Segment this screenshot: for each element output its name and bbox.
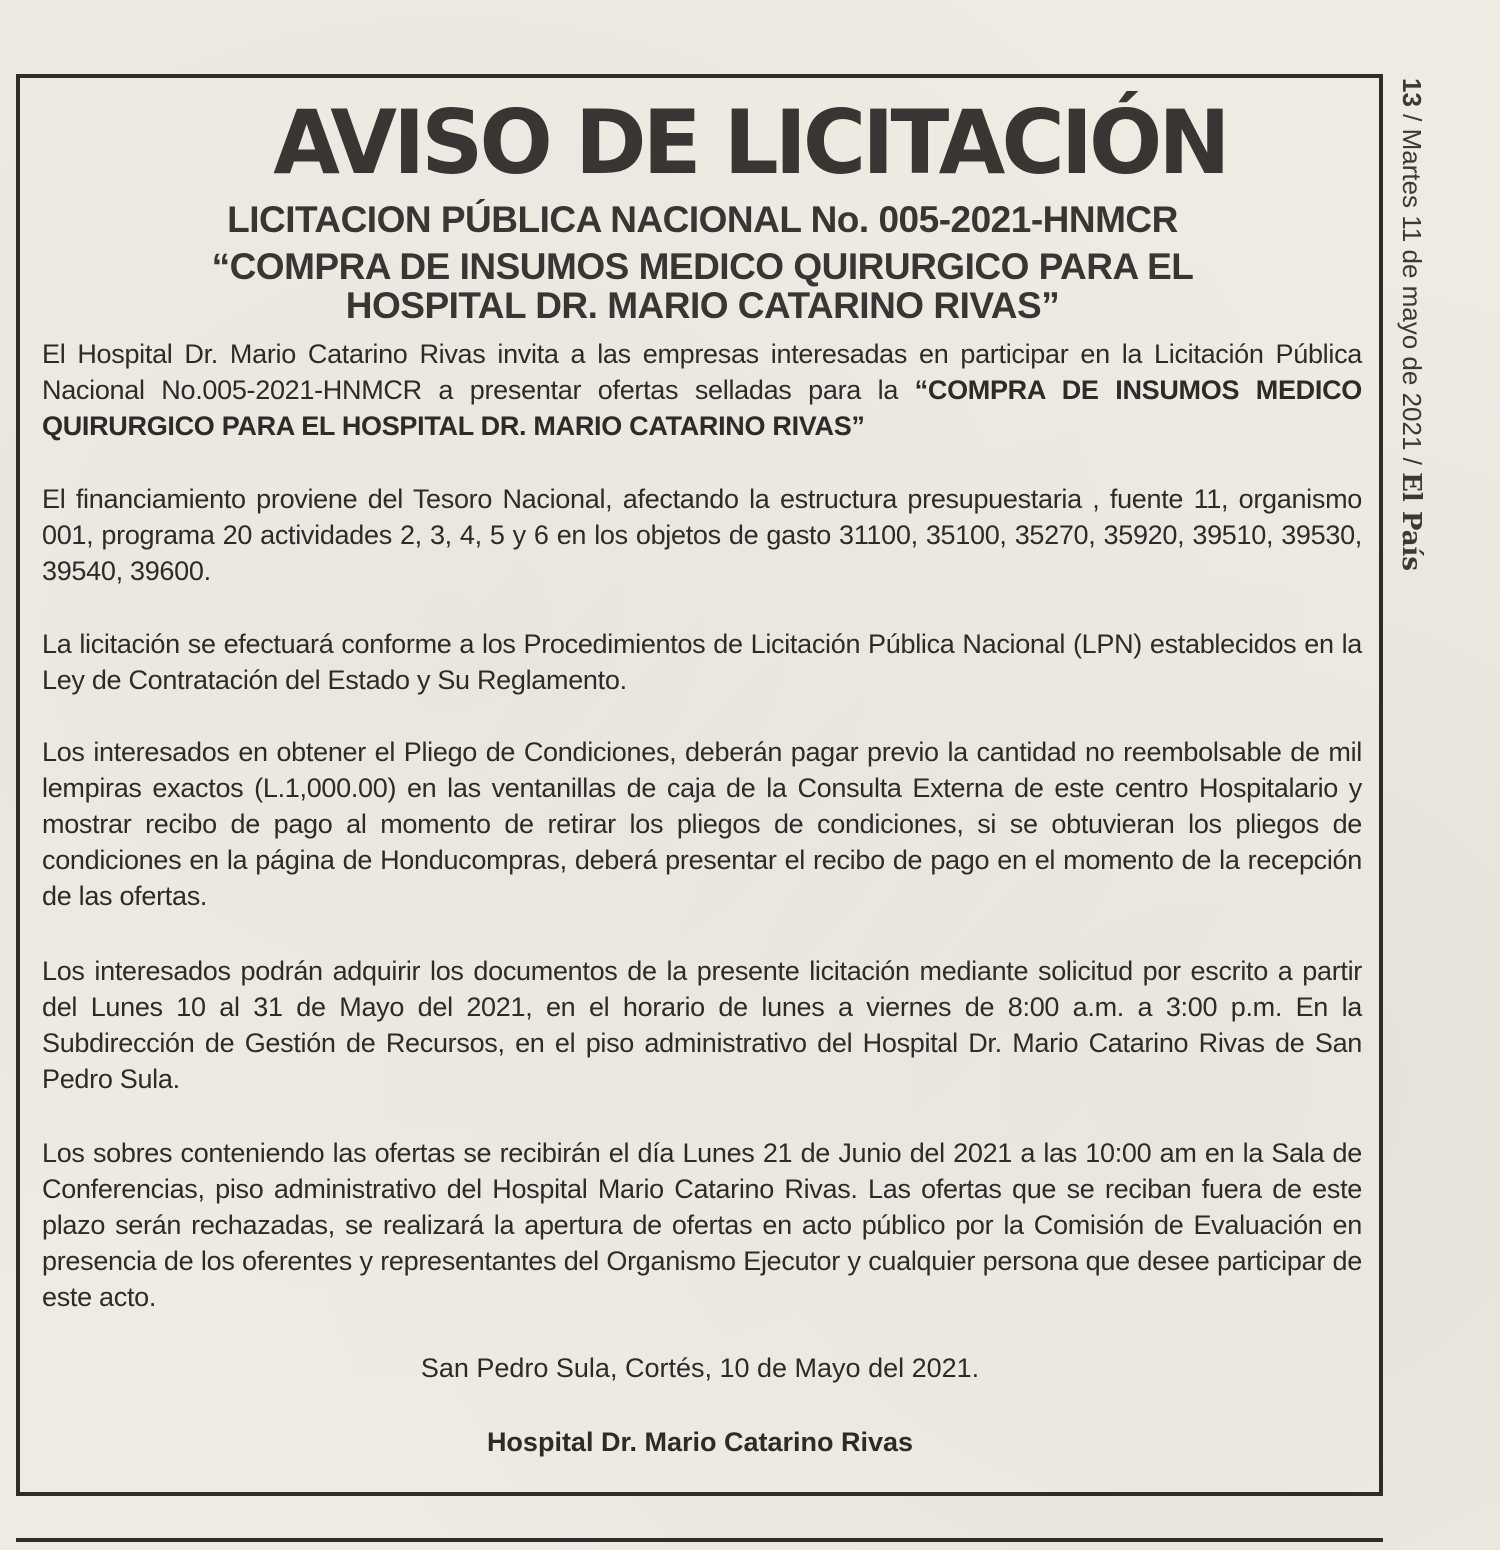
newspaper-name: El País xyxy=(1396,472,1426,572)
notice-title: AVISO DE LICITACIÓN xyxy=(273,91,1227,194)
header-separator-2: / xyxy=(1397,450,1427,473)
tender-number: LICITACION PÚBLICA NACIONAL No. 005-2021-HNMCR xyxy=(227,199,1178,240)
paragraph-bidding-documents-payment: Los interesados en obtener el Pliego de Condiciones, deberán pagar previo la cantidad no reembolsable de mil lempiras exactos (L.1,000.00) en las ventanillas de caja de la Consulta Externa de este centro Hospitalario y mostrar recibo de pago al momento de retirar los pliegos de condiciones, si se obtuvieran los pliegos de condiciones en la página de Honducompras, deberá presentar el recibo de pago en el momento de la recepción de las ofertas. xyxy=(42,737,1362,911)
issue-date: Martes 11 de mayo de 2021 xyxy=(1397,128,1427,451)
tender-name-line-1: “COMPRA DE INSUMOS MEDICO QUIRURGICO PARA EL xyxy=(211,246,1194,287)
header-separator: / xyxy=(1397,106,1427,129)
paragraph-bid-reception: Los sobres conteniendo las ofertas se recibirán el día Lunes 21 de Junio del 2021 a las 10:00 am en la Sala de Conferencias, piso administrativo del Hospital Mario Catarino Rivas. Las ofertas que se reciban fuera de este plazo serán rechazadas, se realizará la apertura de ofertas en acto público por la Comisión de Evaluación en presencia de los oferentes y representantes del Organismo Ejecutor y cualquier persona que desee participar de este acto. xyxy=(42,1138,1362,1312)
paragraph-invitation xyxy=(42,336,1362,444)
closing-place-date: San Pedro Sula, Cortés, 10 de Mayo del 2021. xyxy=(420,1353,980,1383)
paragraph-financing: El financiamiento proviene del Tesoro Nacional, afectando la estructura presupuestaria , fuente 11, organismo 001, programa 20 actividades 2, 3, 4, 5 y 6 en los objetos de gasto 31100, 35100, 35270, 35920, 39510, 39530, 39540, 39600. xyxy=(42,484,1362,586)
bottom-rule xyxy=(16,1538,1383,1542)
page-header-vertical xyxy=(1392,78,1432,638)
paragraph-document-acquisition: Los interesados podrán adquirir los documentos de la presente licitación mediante solicitud por escrito a partir del Lunes 10 al 31 de Mayo del 2021, en el horario de lunes a viernes de 8:00 a.m. a 3:00 p.m. En la Subdirección de Gestión de Recursos, en el piso administrativo del Hospital Dr. Mario Catarino Rivas de San Pedro Sula. xyxy=(42,956,1362,1094)
page-number: 13 xyxy=(1397,78,1427,107)
invitation-bold-text: “COMPRA DE INSUMOS MEDICO QUIRURGICO PARA EL HOSPITAL DR. MARIO CATARINO RIVAS” xyxy=(42,375,1362,441)
paragraph-procedure: La licitación se efectuará conforme a los Procedimientos de Licitación Pública Nacional (LPN) establecidos en la Ley de Contratación del Estado y Su Reglamento. xyxy=(42,629,1362,695)
tender-name-line-2: HOSPITAL DR. MARIO CATARINO RIVAS” xyxy=(345,285,1060,326)
closing-organization: Hospital Dr. Mario Catarino Rivas xyxy=(486,1427,914,1457)
invitation-text: El Hospital Dr. Mario Catarino Rivas invita a las empresas interesadas en participar en la Licitación Pública Nacional No.005-2021-HNMCR a presentar ofertas selladas para la xyxy=(42,339,1362,405)
